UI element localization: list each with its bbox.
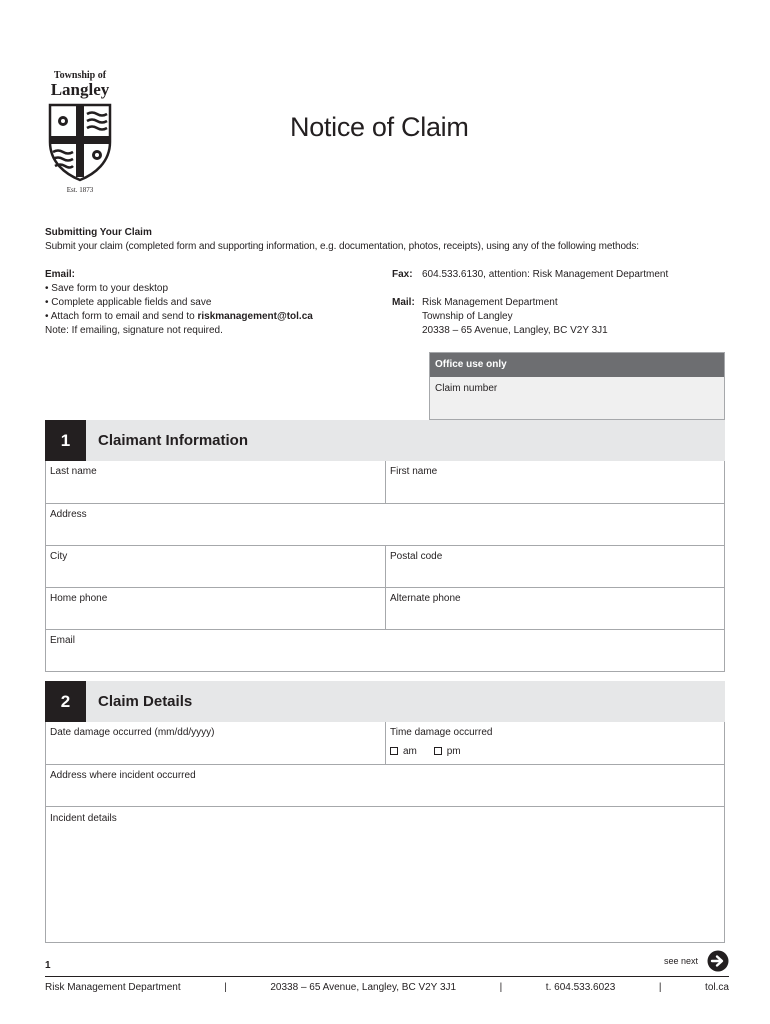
grid-row <box>46 503 724 545</box>
section-2-title: Claim Details <box>98 693 193 710</box>
submitting-description: Submit your claim (completed form and supporting information, e.g. documentation, photos, receipts), using any of the following methods: <box>45 241 639 252</box>
grid-row <box>46 722 724 764</box>
submitting-heading: Submitting Your Claim <box>45 227 152 238</box>
time-damage-label: Time damage occurred <box>390 727 493 738</box>
time-damage-field <box>386 722 724 764</box>
email-method <box>45 268 313 338</box>
am-pm-options <box>390 746 720 757</box>
footer-separator: | <box>658 982 662 993</box>
township-logo <box>44 70 116 194</box>
grid-row <box>46 629 724 671</box>
email-address-link[interactable]: riskmanagement@tol.ca <box>197 311 313 322</box>
email-method-label: Email: <box>45 269 76 280</box>
mail-line-1: Risk Management Department <box>422 297 558 308</box>
footer-address: 20338 – 65 Avenue, Langley, BC V2Y 3J1 <box>270 982 457 993</box>
grid-row <box>46 587 724 629</box>
grid-row <box>46 461 724 503</box>
footer <box>45 982 729 993</box>
office-use-header: Office use only <box>430 353 724 377</box>
email-note: Note: If emailing, signature not required. <box>45 325 223 336</box>
incident-details-field[interactable]: Incident details <box>50 813 117 824</box>
office-use-box <box>429 352 725 420</box>
email-step-3-text: • Attach form to email and send to <box>45 311 198 322</box>
pm-checkbox[interactable] <box>434 747 442 755</box>
claimant-info-grid <box>45 461 725 672</box>
fax-mail-methods <box>392 268 668 338</box>
fax-method <box>392 268 668 282</box>
fax-label: Fax: <box>392 269 413 280</box>
section-1-header <box>45 420 725 461</box>
arrow-right-icon <box>707 950 729 972</box>
section-2-number: 2 <box>45 681 86 722</box>
logo-langley: Langley <box>50 80 110 99</box>
grid-row <box>46 806 724 942</box>
mail-line-3: 20338 – 65 Avenue, Langley, BC V2Y 3J1 <box>422 325 608 336</box>
home-phone-field[interactable]: Home phone <box>46 588 386 629</box>
fax-value: 604.533.6130, attention: Risk Management Department <box>422 269 669 280</box>
postal-code-field[interactable]: Postal code <box>390 551 443 562</box>
page-number: 1 <box>45 960 51 971</box>
mail-label: Mail: <box>392 297 415 308</box>
am-checkbox[interactable] <box>390 747 398 755</box>
first-name-field[interactable]: First name <box>390 466 438 477</box>
logo-established: Est. 1873 <box>66 186 94 194</box>
am-label: am <box>403 746 417 757</box>
email-field[interactable]: Email <box>50 635 76 646</box>
footer-separator: | <box>499 982 503 993</box>
last-name-field[interactable]: Last name <box>46 461 386 503</box>
section-1-title: Claimant Information <box>98 432 249 449</box>
footer-website[interactable]: tol.ca <box>705 982 729 993</box>
incident-address-field[interactable]: Address where incident occurred <box>50 770 196 781</box>
footer-phone: t. 604.533.6023 <box>545 982 616 993</box>
grid-row <box>46 764 724 806</box>
email-step-3 <box>45 310 313 324</box>
crest-icon <box>47 102 113 182</box>
email-step-2: • Complete applicable fields and save <box>45 297 212 308</box>
alternate-phone-field[interactable]: Alternate phone <box>390 593 461 604</box>
pm-option[interactable] <box>434 746 461 757</box>
address-field[interactable]: Address <box>50 509 87 520</box>
footer-department: Risk Management Department <box>45 982 181 993</box>
mail-method <box>392 296 668 338</box>
section-2-header <box>45 681 725 722</box>
logo-township-of: Township of <box>53 70 107 81</box>
claim-number-field[interactable]: Claim number <box>435 383 498 394</box>
city-field[interactable]: City <box>46 546 386 587</box>
footer-divider <box>45 976 729 977</box>
email-step-1: • Save form to your desktop <box>45 283 169 294</box>
mail-line-2: Township of Langley <box>422 311 513 322</box>
section-1-number: 1 <box>45 420 86 461</box>
grid-row <box>46 545 724 587</box>
am-option[interactable] <box>390 746 417 757</box>
pm-label: pm <box>446 746 461 757</box>
claim-details-grid <box>45 722 725 943</box>
see-next-label: see next <box>664 956 699 966</box>
page-title: Notice of Claim <box>290 112 469 142</box>
date-damage-field[interactable]: Date damage occurred (mm/dd/yyyy) <box>46 722 386 764</box>
footer-separator: | <box>224 982 227 993</box>
